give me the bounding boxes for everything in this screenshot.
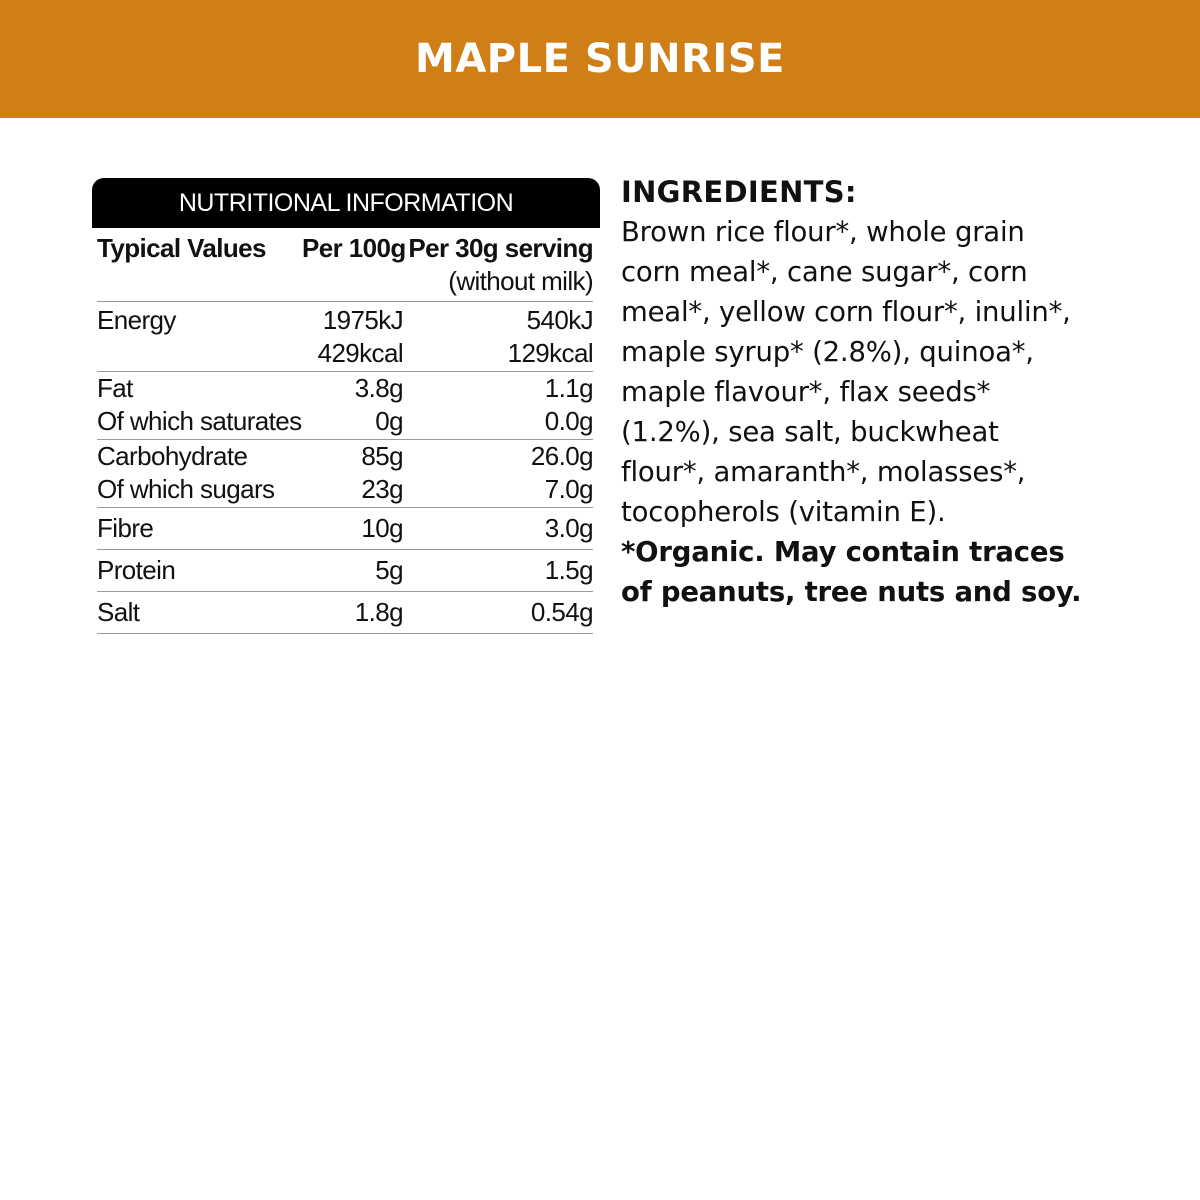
ingredients-panel <box>621 172 1091 612</box>
column-header-per-serving: Per 30g serving (without milk) <box>403 232 593 298</box>
title-banner <box>0 0 1200 118</box>
ingredients-text <box>621 212 1091 612</box>
table-row-salt: Salt 1.8g 0.54g <box>97 592 593 634</box>
nutrition-panel <box>92 178 600 634</box>
table-header-row <box>97 228 593 302</box>
table-row-protein: Protein 5g 1.5g <box>97 550 593 592</box>
table-row-fat: Fat Of which saturates 3.8g 0g 1.1g 0.0g <box>97 372 593 440</box>
ingredients-title: INGREDIENTS: <box>621 175 857 209</box>
nutrition-header: NUTRITIONAL INFORMATION <box>92 178 600 228</box>
table-row-carbohydrate: Carbohydrate Of which sugars 85g 23g 26.0g 7.0g <box>97 440 593 508</box>
product-title: MAPLE SUNRISE <box>415 36 785 82</box>
ingredients-list: Brown rice flour*, whole grain corn meal*, cane sugar*, corn meal*, yellow corn flour*, inulin*, maple syrup* (2.8%), quinoa*, maple flavour*, flax seeds* (1.2%), sea salt, buckwheat flour*, amaranth*, molasses*, tocopherols (vitamin E). <box>621 216 1071 528</box>
serving-note: (without milk) <box>448 266 593 296</box>
nutrition-table <box>97 228 593 634</box>
column-header-per-100g: Per 100g <box>302 233 406 263</box>
table-row-energy: Energy 1975kJ 429kcal 540kJ 129kcal <box>97 302 593 372</box>
allergen-notice: *Organic. May contain traces of peanuts, tree nuts and soy. <box>621 536 1082 608</box>
table-row-fibre: Fibre 10g 3.0g <box>97 508 593 550</box>
column-header-typical-values: Typical Values <box>97 233 266 263</box>
